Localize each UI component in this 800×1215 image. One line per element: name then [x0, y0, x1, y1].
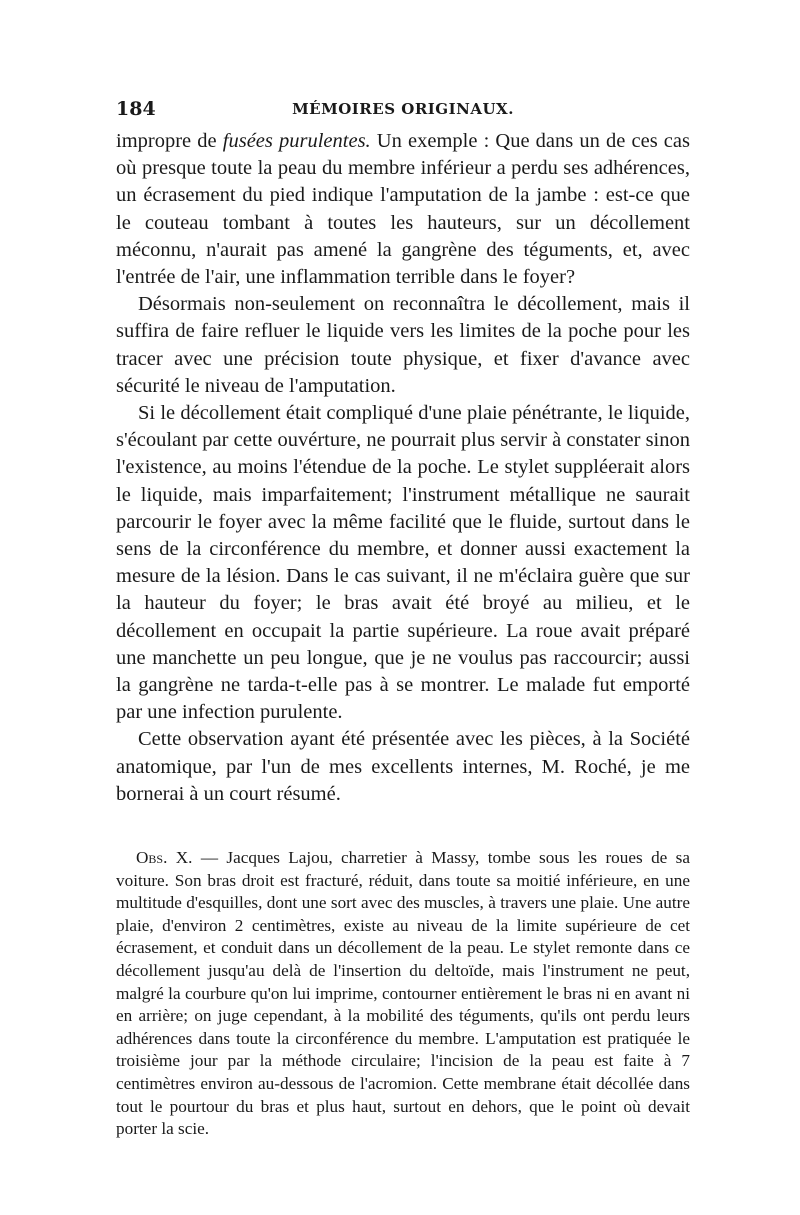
paragraph-3: Si le décollement était compliqué d'une plaie pénétrante, le liquide, s'écoulant par cette ouvérture, ne pourrait plus servir à constater sinon l'existence, au moins l'étendue de la poche. Le stylet suppléerait alors le liquide, mais imparfaitement; l'instrument métallique ne saurait parcourir le foyer avec la même facilité que le fluide, surtout dans le sens de la circonférence du membre, et donner aussi exactement la mesure de la lésion. Dans le cas suivant, il ne m'éclaira guère que sur la hauteur du foyer; le bras avait été broyé au milieu, et le décollement en occupait la partie supérieure. La roue avait préparé une manchette un peu longue, que je ne voulus pas raccourcir; aussi la gangrène ne tarda-t-elle pas à se montrer. Le malade fut emporté par une infection purulente. [116, 402, 690, 724]
page-number: 184 [116, 98, 156, 120]
paragraph-1-italic: fusées purulentes. [222, 130, 371, 152]
page-header [116, 96, 690, 126]
body-text [116, 128, 690, 808]
observation-paragraph [116, 847, 690, 1141]
paragraph-4: Cette observation ayant été présentée avec les pièces, à la Société anatomique, par l'un de mes excellents internes, M. Roché, je me bornerai à un court résumé. [116, 728, 690, 805]
paragraph-1-start: impropre de [116, 130, 223, 152]
paragraph-1-end: Un exemple : Que dans un de ces cas où presque toute la peau du membre inférieur a perdu ses adhérences, un écrasement du pied indique l'amputation de la jambe : est-ce que le couteau tombant à toutes les hauteurs, sur un décollement méconnu, n'aurait pas amené la gangrène des téguments, et, avec l'entrée de l'air, une inflammation terrible dans le foyer? [116, 130, 690, 289]
paragraph-2: Désormais non-seulement on reconnaîtra le décollement, mais il suffira de faire refluer le liquide vers les limites de la poche pour les tracer avec une précision toute physique, et fixer d'avance avec sécurité le niveau de l'amputation. [116, 293, 690, 397]
running-title: MÉMOIRES ORIGINAUX. [292, 100, 514, 118]
paragraph-1 [116, 128, 690, 291]
observation-block [116, 847, 690, 1141]
observation-label: Obs. X. [136, 848, 193, 867]
observation-text: — Jacques Lajou, charretier à Massy, tombe sous les roues de sa voiture. Son bras droit est fracturé, réduit, dans toute sa moitié inférieure, en une multitude d'esquilles, dont une sort avec des muscles, à travers une plaie. Une autre plaie, d'environ 2 centimètres, existe au niveau de la limite supérieure de cet écrasement, et conduit dans un décollement de la peau. Le stylet remonte dans ce décollement jusqu'au delà de l'insertion du deltoïde, mais l'instrument ne peut, malgré la courbure qu'on lui imprime, contourner entièrement le bras ni en avant ni en arrière; on juge cependant, à la mobilité des téguments, qu'ils ont perdu leurs adhérences dans toute la circonférence du membre. L'amputation est pratiquée le troisième jour par la méthode circulaire; l'incision de la peau est faite à 7 centimètres environ au-dessous de l'acromion. Cette membrane était décollée dans tout le pourtour du bras et plus haut, surtout en dehors, que le point où devait porter la scie. [116, 848, 690, 1139]
